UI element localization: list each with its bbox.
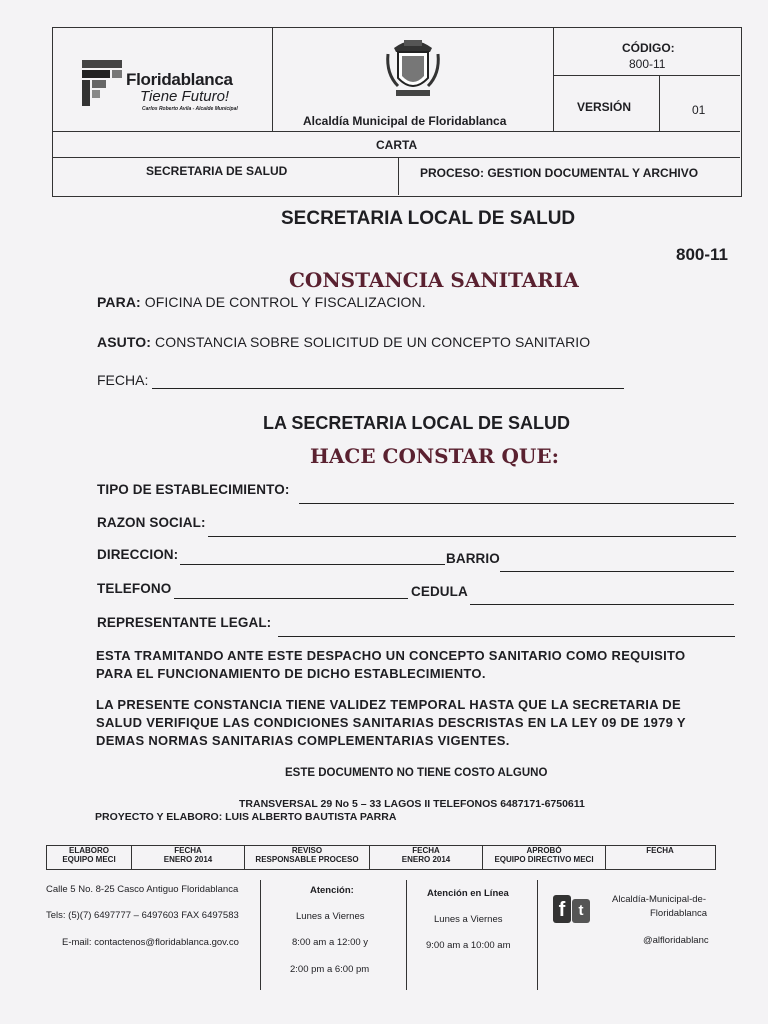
office-address: TRANSVERSAL 29 No 5 – 33 LAGOS II TELEFONOS 6487171-6750611 [239, 798, 585, 810]
para-line [97, 294, 426, 310]
approval-cell: FECHA ENERO 2014 [370, 846, 483, 869]
codigo-label: CÓDIGO: [622, 41, 675, 55]
telefono-label: TELEFONO [97, 581, 172, 596]
logo-name: Floridablanca [126, 70, 233, 89]
logo-slogan: Tiene Futuro! [140, 88, 230, 105]
document-code: 800-11 [676, 245, 728, 264]
coat-of-arms-icon [384, 34, 442, 100]
version-value: 01 [692, 103, 706, 117]
atencion-pm: 2:00 pm a 6:00 pm [290, 964, 370, 975]
atencion-am: 8:00 am a 12:00 y [292, 937, 369, 948]
para-label: PARA: [97, 294, 141, 310]
proceso-label: PROCESO: GESTION DOCUMENTAL Y ARCHIVO [420, 166, 699, 180]
divider [52, 157, 740, 158]
divider [406, 880, 407, 990]
razon-label: RAZON SOCIAL: [97, 515, 206, 530]
approval-cell: FECHA [646, 846, 674, 855]
direccion-label: DIRECCION: [97, 547, 179, 562]
twitter-handle[interactable]: @alfloridablanc [643, 935, 709, 946]
codigo-value: 800-11 [629, 57, 666, 71]
facebook-handle-2[interactable]: Floridablanca [650, 908, 708, 919]
cedula-field[interactable] [470, 604, 734, 605]
atencion-title: Atención: [310, 885, 354, 896]
online-hours: 9:00 am a 10:00 am [426, 940, 511, 951]
logo-mark-icon [80, 58, 126, 108]
paragraph-validez-line2: SALUD VERIFIQUE LAS CONDICIONES SANITARIAS DESCRISTAS EN LA LEY 09 DE 1979 Y [96, 715, 686, 730]
document-subtitle: CONSTANCIA SANITARIA [289, 268, 579, 292]
version-label: VERSIÓN [577, 100, 632, 114]
fecha-field[interactable] [152, 388, 624, 389]
tipo-label: TIPO DE ESTABLECIMIENTO: [97, 482, 290, 497]
approval-cell: ELABORO EQUIPO MECI [47, 846, 132, 869]
approval-cell: APROBÓ EQUIPO DIRECTIVO MECI [483, 846, 606, 869]
asunto-line [97, 334, 590, 350]
fecha-label: FECHA: [97, 372, 149, 388]
divider [260, 880, 261, 990]
twitter-icon[interactable]: t [572, 899, 590, 923]
facebook-handle[interactable]: Alcaldía-Municipal-de- [612, 894, 706, 905]
document-title: SECRETARIA LOCAL DE SALUD [281, 208, 576, 229]
divider [52, 131, 740, 132]
barrio-field[interactable] [500, 571, 734, 572]
divider [398, 157, 399, 195]
carta-label: CARTA [376, 138, 418, 152]
paragraph-validez-line3: DEMAS NORMAS SANITARIAS COMPLEMENTARIAS VIGENTES. [96, 733, 510, 748]
divider [272, 27, 273, 131]
logo-subtext: Carlos Roberto Avila - Alcalde Municipal [142, 106, 238, 112]
razon-field[interactable] [208, 536, 736, 537]
approval-cell: REVISO RESPONSABLE PROCESO [245, 846, 370, 869]
floridablanca-logo [78, 56, 258, 118]
representante-field[interactable] [278, 636, 735, 637]
facebook-icon[interactable]: f [553, 895, 571, 923]
author-note: PROYECTO Y ELABORO: LUIS ALBERTO BAUTISTA PARRA [95, 811, 397, 823]
paragraph-tramite-line2: PARA EL FUNCIONAMIENTO DE DICHO ESTABLECIMIENTO. [96, 666, 486, 681]
divider [537, 880, 538, 990]
cedula-label: CEDULA [411, 584, 468, 599]
institution-name: Alcaldía Municipal de Floridablanca [303, 114, 507, 128]
heading-secretaria: LA SECRETARIA LOCAL DE SALUD [263, 413, 571, 433]
paragraph-tramite-line1: ESTA TRAMITANDO ANTE ESTE DESPACHO UN CONCEPTO SANITARIO COMO REQUISITO [96, 648, 686, 663]
asunto-value: CONSTANCIA SOBRE SOLICITUD DE UN CONCEPTO SANITARIO [151, 334, 591, 350]
dependencia-label: SECRETARIA DE SALUD [146, 164, 288, 178]
no-cost-note: ESTE DOCUMENTO NO TIENE COSTO ALGUNO [285, 767, 548, 779]
asunto-label: ASUTO: [97, 334, 152, 350]
atencion-days: Lunes a Viernes [296, 911, 365, 922]
contact-address: Calle 5 No. 8-25 Casco Antiguo Floridablanca [46, 884, 239, 895]
barrio-label: BARRIO [446, 551, 500, 566]
social-icons[interactable] [553, 895, 591, 925]
tipo-field[interactable] [299, 503, 734, 504]
contact-email[interactable]: E-mail: contactenos@floridablanca.gov.co [62, 937, 239, 948]
representante-label: REPRESENTANTE LEGAL: [97, 615, 272, 630]
online-title: Atención en Línea [427, 888, 509, 899]
approval-cell: FECHA ENERO 2014 [132, 846, 245, 869]
approval-table [46, 845, 716, 870]
divider [659, 75, 660, 131]
divider [553, 27, 554, 131]
para-value: OFICINA DE CONTROL Y FISCALIZACION. [140, 294, 426, 310]
divider [553, 75, 740, 76]
heading-hace-constar: HACE CONSTAR QUE: [310, 444, 559, 468]
direccion-field[interactable] [180, 564, 445, 565]
contact-phones: Tels: (5)(7) 6497777 – 6497603 FAX 6497583 [46, 910, 239, 921]
paragraph-validez-line1: LA PRESENTE CONSTANCIA TIENE VALIDEZ TEMPORAL HASTA QUE LA SECRETARIA DE [96, 697, 681, 712]
online-days: Lunes a Viernes [434, 914, 503, 925]
telefono-field[interactable] [174, 598, 408, 599]
